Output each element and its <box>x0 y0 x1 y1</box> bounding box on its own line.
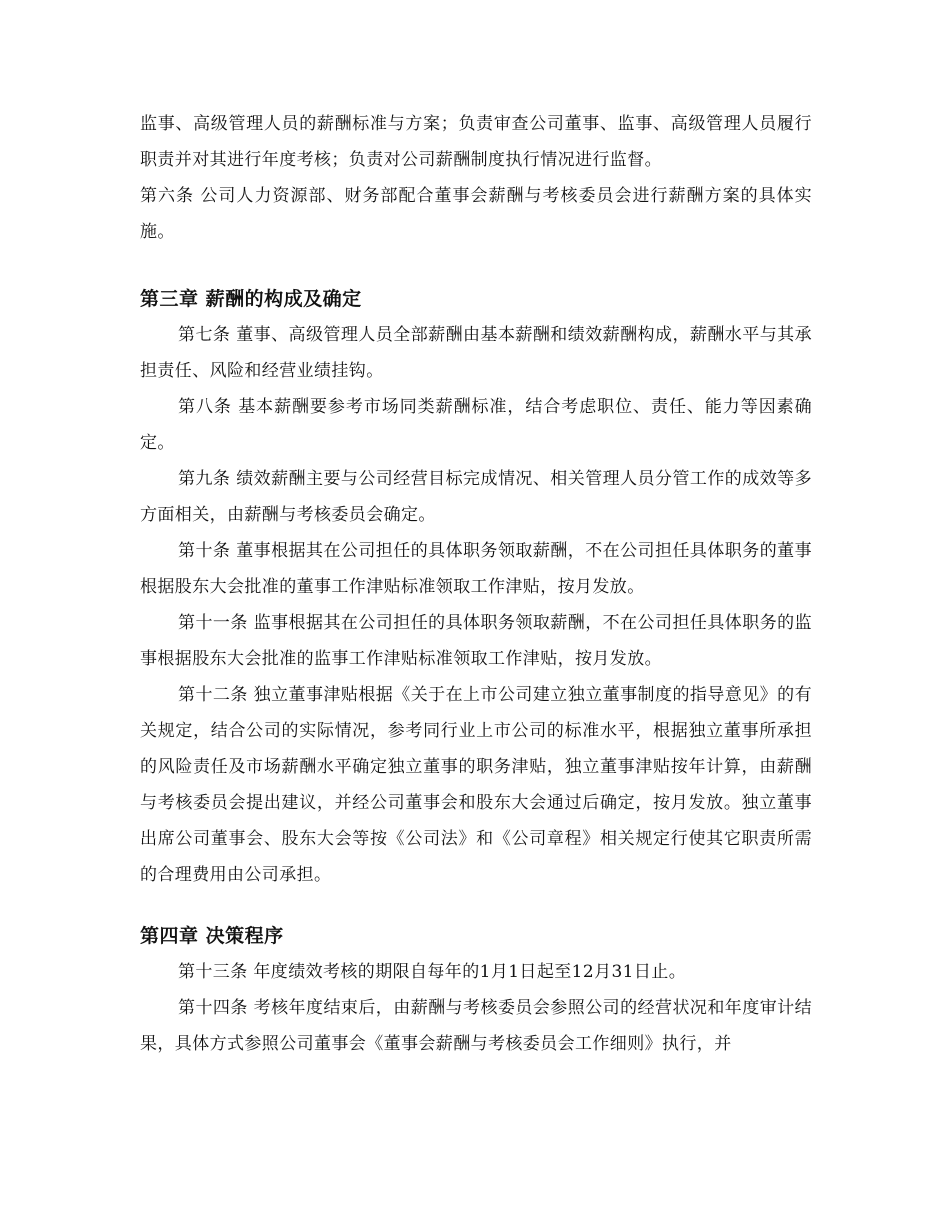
paragraph-article-7: 第七条 董事、高级管理人员全部薪酬由基本薪酬和绩效薪酬构成，薪酬水平与其承担责任、风险和经营业绩挂钩。 <box>140 325 812 381</box>
paragraph-article-10: 第十条 董事根据其在公司担任的具体职务领取薪酬，不在公司担任具体职务的董事根据股东大会批准的董事工作津贴标准领取工作津贴，按月发放。 <box>140 541 812 597</box>
paragraph-article-13: 第十三条 年度绩效考核的期限自每年的1月1日起至12月31日止。 <box>178 962 687 982</box>
document-page <box>140 106 812 1062</box>
paragraph-article-12: 第十二条 独立董事津贴根据《关于在上市公司建立独立董事制度的指导意见》的有关规定，结合公司的实际情况，参考同行业上市公司的标准水平，根据独立董事所承担的风险责任及市场薪酬水平确定独立董事的职务津贴，独立董事津贴按年计算，由薪酬与考核委员会提出建议，并经公司董事会和股东大会通过后确定，按月发放。独立董事出席公司董事会、股东大会等按《公司法》和《公司章程》相关规定行使其它职责所需的合理费用由公司承担。 <box>140 685 812 885</box>
paragraph-article-9: 第九条 绩效薪酬主要与公司经营目标完成情况、相关管理人员分管工作的成效等多方面相关，由薪酬与考核委员会确定。 <box>140 469 812 525</box>
paragraph-article-8: 第八条 基本薪酬要参考市场同类薪酬标准，结合考虑职位、责任、能力等因素确定。 <box>140 397 812 453</box>
paragraph-article-11: 第十一条 监事根据其在公司担任的具体职务领取薪酬，不在公司担任具体职务的监事根据股东大会批准的监事工作津贴标准领取工作津贴，按月发放。 <box>140 613 812 669</box>
chapter-3-title: 第三章 薪酬的构成及确定 <box>140 288 362 310</box>
paragraph-continuation: 监事、高级管理人员的薪酬标准与方案；负责审查公司董事、监事、高级管理人员履行职责并对其进行年度考核；负责对公司薪酬制度执行情况进行监督。 <box>140 114 812 170</box>
paragraph-article-6: 第六条 公司人力资源部、财务部配合董事会薪酬与考核委员会进行薪酬方案的具体实施。 <box>140 186 812 242</box>
paragraph-article-14: 第十四条 考核年度结束后，由薪酬与考核委员会参照公司的经营状况和年度审计结果，具体方式参照公司董事会《董事会薪酬与考核委员会工作细则》执行，并 <box>140 998 812 1054</box>
chapter-4-title: 第四章 决策程序 <box>140 925 284 947</box>
